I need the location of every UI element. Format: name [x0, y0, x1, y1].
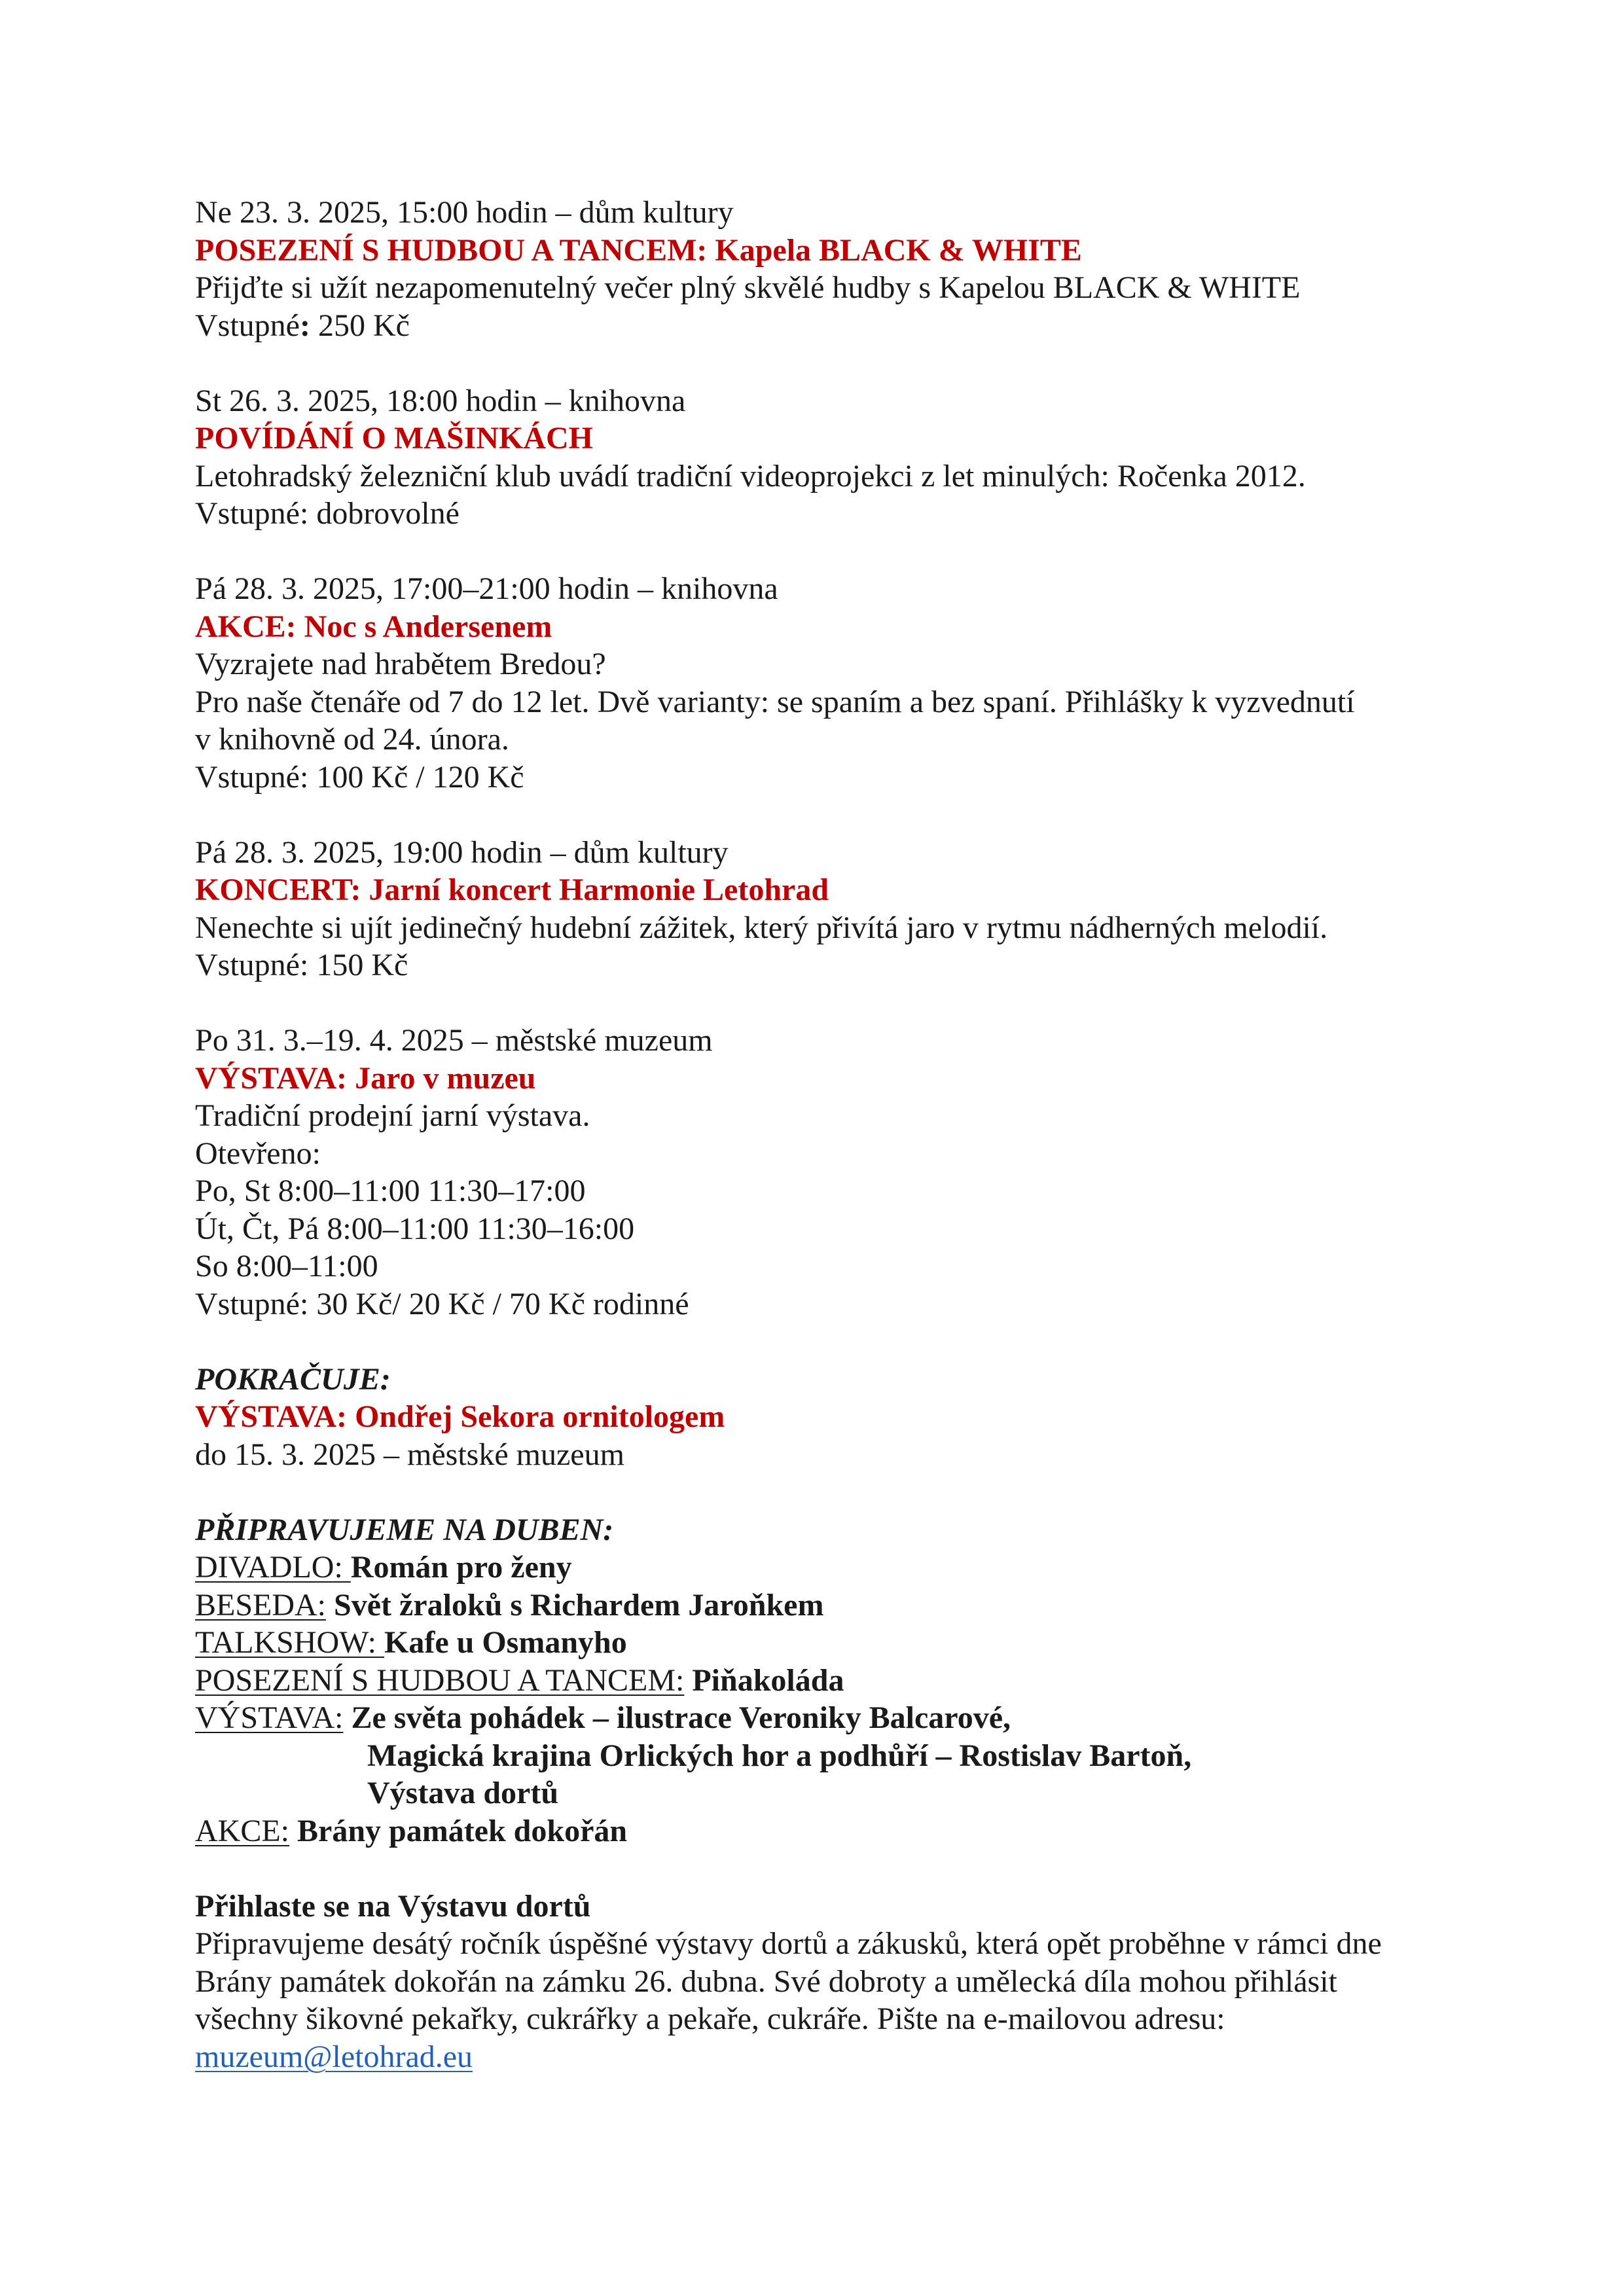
- upcoming-item: [195, 1662, 1471, 1700]
- event-date: Pá 28. 3. 2025, 17:00–21:00 hodin – knihovna: [195, 571, 778, 606]
- upcoming-name: Magická krajina Orlických hor a podhůří – Rostislav Bartoň,: [367, 1738, 1192, 1773]
- upcoming-name: Brány památek dokořán: [289, 1813, 628, 1848]
- upcoming-name: Román pro ženy: [350, 1550, 572, 1585]
- signup-section: [195, 1888, 1471, 2076]
- upcoming-item: [195, 1812, 1471, 1850]
- continuing-title: VÝSTAVA: Ondřej Sekora ornitologem: [195, 1399, 725, 1434]
- upcoming-category: POSEZENÍ S HUDBOU A TANCEM:: [195, 1662, 685, 1698]
- price-value: 250 Kč: [310, 308, 410, 343]
- continuing-info: do 15. 3. 2025 – městské muzeum: [195, 1437, 624, 1472]
- opening-hours-row: So 8:00–11:00: [195, 1249, 378, 1283]
- upcoming-category: TALKSHOW:: [195, 1625, 385, 1660]
- event-title: POVÍDÁNÍ O MAŠINKÁCH: [195, 421, 594, 456]
- event-5: [195, 1022, 1471, 1323]
- event-title: VÝSTAVA: Jaro v muzeu: [195, 1060, 536, 1096]
- event-1: [195, 194, 1471, 344]
- event-price: Vstupné: 100 Kč / 120 Kč: [195, 759, 524, 795]
- upcoming-name: Výstava dortů: [367, 1776, 559, 1810]
- signup-heading: Přihlaste se na Výstavu dortů: [195, 1888, 591, 1924]
- email-link[interactable]: muzeum@letohrad.eu: [195, 2039, 473, 2074]
- upcoming-heading: PŘIPRAVUJEME NA DUBEN:: [195, 1512, 614, 1547]
- event-3: [195, 570, 1471, 796]
- event-date: Po 31. 3.–19. 4. 2025 – městské muzeum: [195, 1023, 713, 1058]
- opening-hours-row: Út, Čt, Pá 8:00–11:00 11:30–16:00: [195, 1211, 635, 1246]
- event-description: Vyzrajete nad hrabětem Bredou?: [195, 647, 606, 681]
- upcoming-name: Ze světa pohádek – ilustrace Veroniky Balcarové,: [343, 1700, 1011, 1735]
- continuing-heading: POKRAČUJE:: [195, 1361, 391, 1397]
- event-date: Pá 28. 3. 2025, 19:00 hodin – dům kultury: [195, 834, 729, 870]
- signup-text: Připravujeme desátý ročník úspěšné výstavy dortů a zákusků, která opět proběhne v rámci dne: [195, 1926, 1382, 1961]
- upcoming-section: [195, 1511, 1471, 1850]
- upcoming-category: DIVADLO:: [195, 1550, 351, 1585]
- upcoming-category: BESEDA:: [195, 1587, 327, 1623]
- event-description: Pro naše čtenáře od 7 do 12 let. Dvě varianty: se spaním a bez spaní. Přihlášky k vyzvednutí: [195, 684, 1355, 719]
- event-price: Vstupné: 30 Kč/ 20 Kč / 70 Kč rodinné: [195, 1286, 689, 1321]
- event-description: Letohradský železniční klub uvádí tradiční videoprojekci z let minulých: Ročenka 2012.: [195, 458, 1306, 493]
- event-title: POSEZENÍ S HUDBOU A TANCEM: Kapela BLACK & WHITE: [195, 232, 1082, 268]
- event-description: v knihovně od 24. února.: [195, 722, 509, 757]
- continuing-section: [195, 1361, 1471, 1474]
- event-price: Vstupné: 250 Kč: [195, 308, 410, 343]
- upcoming-category: AKCE:: [195, 1813, 289, 1848]
- signup-text: všechny šikovné pekařky, cukrářky a pekaře, cukráře. Pište na e-mailovou adresu:: [195, 2001, 1225, 2036]
- event-description: Tradiční prodejní jarní výstava.: [195, 1098, 590, 1133]
- event-date: Ne 23. 3. 2025, 15:00 hodin – dům kultury: [195, 195, 734, 230]
- upcoming-name: Svět žraloků s Richardem Jaroňkem: [326, 1587, 824, 1623]
- opening-hours-row: Po, St 8:00–11:00 11:30–17:00: [195, 1174, 586, 1208]
- signup-text: Brány památek dokořán na zámku 26. dubna. Své dobroty a umělecká díla mohou přihlásit: [195, 1964, 1337, 1999]
- event-4: [195, 834, 1471, 984]
- event-description: Nenechte si ujít jedinečný hudební zážitek, který přivítá jaro v rytmu nádherných melodií.: [195, 910, 1328, 945]
- price-label: Vstupné: [195, 308, 300, 343]
- upcoming-name: Kafe u Osmanyho: [384, 1625, 627, 1660]
- upcoming-name: Piňakoláda: [684, 1662, 844, 1698]
- upcoming-item: [195, 1624, 1471, 1662]
- document-page: [195, 194, 1471, 2075]
- upcoming-item: [195, 1587, 1471, 1624]
- event-price: Vstupné: 150 Kč: [195, 948, 408, 982]
- event-title: KONCERT: Jarní koncert Harmonie Letohrad: [195, 872, 829, 907]
- upcoming-category: VÝSTAVA:: [195, 1700, 344, 1735]
- upcoming-item: [195, 1699, 1471, 1737]
- opening-hours-label: Otevřeno:: [195, 1136, 321, 1171]
- upcoming-item: [195, 1549, 1471, 1587]
- event-description: Přijďte si užít nezapomenutelný večer plný skvělé hudby s Kapelou BLACK & WHITE: [195, 270, 1301, 305]
- event-date: St 26. 3. 2025, 18:00 hodin – knihovna: [195, 383, 686, 418]
- event-title: AKCE: Noc s Andersenem: [195, 609, 552, 644]
- event-price: Vstupné: dobrovolné: [195, 496, 460, 531]
- event-2: [195, 382, 1471, 533]
